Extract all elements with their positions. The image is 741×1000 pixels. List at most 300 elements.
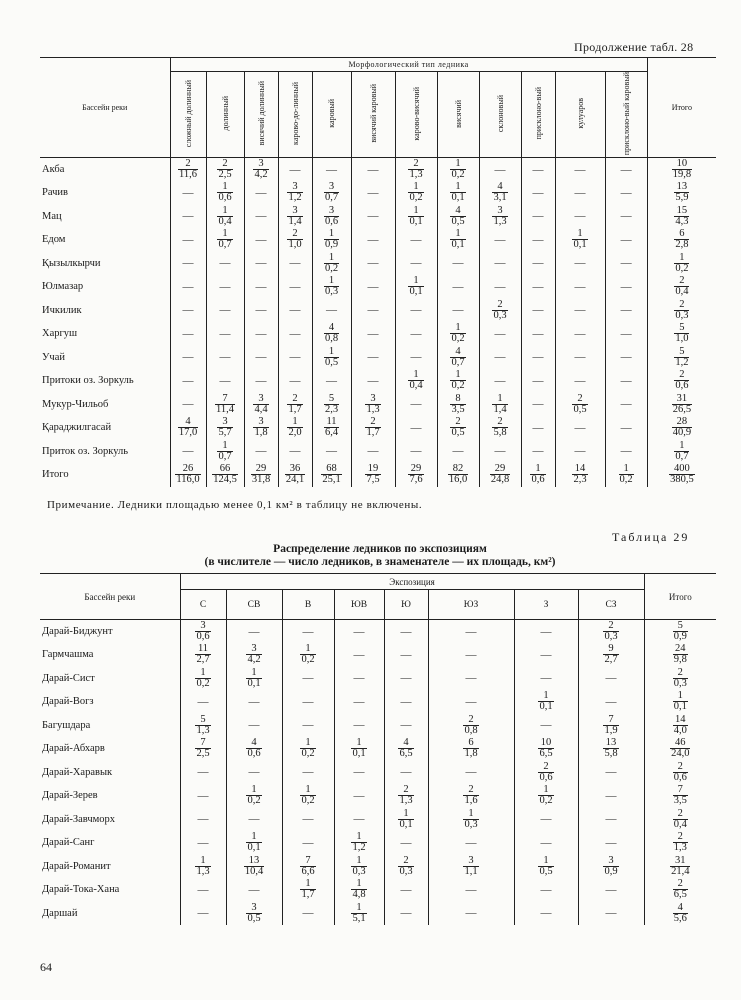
numerator: 2 [408, 159, 423, 170]
fraction-cell [647, 416, 716, 440]
denominator: 0,1 [673, 701, 687, 713]
fraction-cell [312, 346, 351, 370]
fraction-cell [437, 346, 479, 370]
row-name: Даршай [40, 902, 180, 926]
numerator: 5 [674, 323, 689, 334]
denominator: 0,1 [352, 748, 366, 760]
row-name: Акба [40, 158, 170, 182]
table-row [40, 416, 716, 440]
denominator: 124,5 [213, 474, 237, 486]
empty-cell: — [334, 667, 384, 691]
numerator: 1 [246, 832, 261, 843]
table-row [40, 205, 716, 229]
empty-cell: — [605, 299, 647, 323]
empty-cell: — [282, 690, 334, 714]
numerator: 1 [408, 182, 423, 193]
column-header: карово-до-линный [278, 72, 312, 158]
denominator: 11,6 [179, 169, 197, 181]
column-header: висячий каровый [351, 72, 395, 158]
empty-cell: — [226, 878, 282, 902]
empty-cell: — [244, 440, 278, 464]
empty-cell: — [334, 620, 384, 644]
empty-cell: — [555, 416, 605, 440]
denominator: 2,8 [675, 239, 689, 251]
empty-cell: — [282, 620, 334, 644]
fraction-cell [312, 416, 351, 440]
row-name: Юлмазар [40, 275, 170, 299]
empty-cell: — [514, 667, 578, 691]
table-row [40, 714, 716, 738]
column-header: ЮЗ [428, 590, 514, 620]
denominator: 0,3 [352, 865, 366, 877]
denominator: 1,7 [288, 403, 302, 415]
fraction-cell [395, 158, 437, 182]
numerator: 1 [450, 182, 465, 193]
fraction-cell [647, 228, 716, 252]
row-name: Дарай-Абхарв [40, 737, 180, 761]
numerator: 2 [674, 276, 689, 287]
numerator: 24 [673, 644, 688, 655]
fraction-cell [514, 761, 578, 785]
numerator: 7 [215, 394, 235, 405]
numerator: 1 [463, 809, 478, 820]
column-header: карово-висячий [395, 72, 437, 158]
empty-cell: — [437, 440, 479, 464]
table-row [40, 228, 716, 252]
empty-cell: — [278, 322, 312, 346]
fraction-cell [647, 369, 716, 393]
morph-type-header: Морфологический тип ледника [170, 58, 647, 72]
table-row [40, 737, 716, 761]
row-name: Дарай-Романит [40, 855, 180, 879]
denominator: 1,8 [464, 748, 478, 760]
numerator: 15 [674, 206, 689, 217]
table-row [40, 855, 716, 879]
fraction-cell [244, 463, 278, 487]
denominator: 5,6 [673, 912, 687, 924]
row-name: Ичкилик [40, 299, 170, 323]
denominator: 0,1 [573, 239, 587, 251]
fraction-cell [647, 346, 716, 370]
row-name: Приток оз. Зоркуль [40, 440, 170, 464]
fraction-cell [644, 831, 716, 855]
numerator: 13 [244, 856, 264, 867]
column-header: СЗ [578, 590, 644, 620]
numerator: 1 [217, 441, 232, 452]
row-name: Гармчашма [40, 643, 180, 667]
numerator: 4 [492, 182, 507, 193]
numerator: 29 [490, 464, 510, 475]
fraction-cell [206, 463, 244, 487]
fraction-cell [312, 228, 351, 252]
numerator: 3 [463, 856, 478, 867]
denominator: 11,4 [216, 403, 234, 415]
basin-header-29: Бассейн реки [40, 574, 180, 620]
denominator: 0,3 [464, 818, 478, 830]
empty-cell: — [555, 205, 605, 229]
empty-cell: — [384, 667, 428, 691]
numerator: 7 [603, 715, 618, 726]
denominator: 6,5 [539, 748, 553, 760]
fraction-cell [644, 784, 716, 808]
denominator: 6,5 [399, 748, 413, 760]
table-row [40, 346, 716, 370]
numerator: 3 [603, 856, 618, 867]
empty-cell: — [282, 761, 334, 785]
fraction-cell [334, 855, 384, 879]
denominator: 1,6 [464, 795, 478, 807]
denominator: 1,3 [196, 724, 210, 736]
denominator: 1,9 [604, 724, 618, 736]
denominator: 5,8 [493, 427, 507, 439]
empty-cell: — [428, 620, 514, 644]
numerator: 1 [300, 879, 315, 890]
numerator: 2 [398, 856, 413, 867]
fraction-cell [479, 205, 521, 229]
denominator: 0,4 [673, 818, 687, 830]
denominator: 4,3 [675, 215, 689, 227]
fraction-cell [334, 878, 384, 902]
numerator: 10 [538, 738, 553, 749]
denominator: 0,9 [604, 865, 618, 877]
empty-cell: — [395, 416, 437, 440]
column-header: Ю [384, 590, 428, 620]
empty-cell: — [384, 878, 428, 902]
fraction-cell [479, 393, 521, 417]
empty-cell: — [282, 902, 334, 926]
denominator: 5,7 [218, 427, 232, 439]
empty-cell: — [395, 322, 437, 346]
denominator: 0,1 [399, 818, 413, 830]
denominator: 9,8 [673, 654, 687, 666]
numerator: 29 [408, 464, 423, 475]
empty-cell: — [555, 158, 605, 182]
numerator: 1 [324, 347, 339, 358]
empty-cell: — [437, 275, 479, 299]
fraction-cell [282, 784, 334, 808]
fraction-cell [312, 252, 351, 276]
fraction-cell [351, 463, 395, 487]
empty-cell: — [428, 878, 514, 902]
denominator: 0,2 [324, 262, 339, 274]
fraction-cell [312, 275, 351, 299]
fraction-cell [644, 620, 716, 644]
fraction-cell [644, 902, 716, 926]
numerator: 3 [246, 903, 261, 914]
fraction-cell [647, 205, 716, 229]
table-row [40, 393, 716, 417]
empty-cell: — [555, 322, 605, 346]
table-row [40, 878, 716, 902]
fraction-cell [384, 808, 428, 832]
empty-cell: — [384, 643, 428, 667]
fraction-cell [180, 714, 226, 738]
denominator: 0,1 [247, 677, 261, 689]
empty-cell: — [605, 252, 647, 276]
denominator: 6,6 [301, 865, 315, 877]
fraction-cell [437, 322, 479, 346]
denominator: 0,2 [301, 748, 315, 760]
denominator: 16,0 [448, 474, 468, 486]
fraction-cell [206, 228, 244, 252]
numerator: 14 [673, 715, 688, 726]
empty-cell: — [578, 902, 644, 926]
numerator: 6 [674, 229, 689, 240]
empty-cell: — [244, 369, 278, 393]
empty-cell: — [395, 440, 437, 464]
fraction-cell [226, 831, 282, 855]
denominator: 1,8 [254, 427, 268, 439]
total-header: Итого [647, 58, 716, 158]
denominator: 0,3 [399, 865, 413, 877]
empty-cell: — [282, 667, 334, 691]
column-header: склоновый [479, 72, 521, 158]
numerator: 7 [673, 785, 688, 796]
fraction-cell [312, 463, 351, 487]
denominator: 0,1 [409, 215, 423, 227]
numerator: 1 [287, 417, 302, 428]
empty-cell: — [521, 158, 555, 182]
denominator: 0,6 [673, 771, 687, 783]
numerator: 5 [195, 715, 210, 726]
empty-cell: — [182, 351, 194, 364]
empty-cell: — [605, 322, 647, 346]
denominator: 17,0 [178, 427, 198, 439]
column-header: ЮВ [334, 590, 384, 620]
empty-cell: — [244, 252, 278, 276]
denominator: 0,3 [675, 309, 689, 321]
fraction-cell [647, 275, 716, 299]
denominator: 0,7 [451, 356, 465, 368]
fraction-cell [282, 643, 334, 667]
numerator: 2 [287, 229, 302, 240]
numerator: 1 [324, 276, 339, 287]
fraction-cell [206, 416, 244, 440]
denominator: 0,5 [324, 356, 339, 368]
denominator: 6,4 [324, 427, 339, 439]
numerator: 5 [324, 394, 339, 405]
empty-cell: — [226, 714, 282, 738]
denominator: 0,3 [673, 677, 687, 689]
fraction-cell [180, 620, 226, 644]
fraction-cell [437, 463, 479, 487]
denominator: 0,2 [451, 333, 465, 345]
numerator: 1 [492, 394, 507, 405]
empty-cell: — [384, 831, 428, 855]
empty-cell: — [334, 714, 384, 738]
numerator: 4 [398, 738, 413, 749]
fraction-cell [244, 393, 278, 417]
fraction-cell [312, 393, 351, 417]
numerator: 1 [450, 229, 465, 240]
numerator: 5 [673, 621, 688, 632]
denominator: 26,5 [672, 403, 692, 415]
numerator: 1 [195, 668, 210, 679]
numerator: 1 [674, 441, 689, 452]
empty-cell: — [479, 346, 521, 370]
empty-cell: — [428, 761, 514, 785]
fraction-cell [647, 299, 716, 323]
empty-cell: — [479, 440, 521, 464]
fraction-cell [514, 855, 578, 879]
denominator: 1,7 [301, 889, 315, 901]
empty-cell: — [521, 369, 555, 393]
numerator: 11 [324, 417, 339, 428]
denominator: 0,8 [464, 724, 478, 736]
denominator: 3,5 [451, 403, 465, 415]
row-name: Учай [40, 346, 170, 370]
numerator: 1 [324, 253, 339, 264]
denominator: 0,7 [218, 450, 232, 462]
fraction-cell [312, 181, 351, 205]
denominator: 1,1 [464, 865, 478, 877]
denominator: 0,7 [218, 239, 232, 251]
empty-cell: — [605, 369, 647, 393]
numerator: 2 [463, 715, 478, 726]
numerator: 1 [619, 464, 634, 475]
empty-cell: — [206, 369, 244, 393]
denominator: 4,0 [673, 724, 687, 736]
table-row [40, 902, 716, 926]
fraction-cell [479, 463, 521, 487]
fraction-cell [282, 878, 334, 902]
denominator: 1,3 [493, 215, 507, 227]
denominator: 0,2 [247, 795, 261, 807]
denominator: 0,5 [451, 215, 465, 227]
column-header: присклоно-вый [521, 72, 555, 158]
numerator: 13 [674, 182, 689, 193]
empty-cell: — [521, 322, 555, 346]
empty-cell: — [605, 158, 647, 182]
empty-cell: — [578, 878, 644, 902]
empty-cell: — [605, 181, 647, 205]
empty-cell: — [244, 322, 278, 346]
column-header: висячий долинный [244, 72, 278, 158]
empty-cell: — [206, 275, 244, 299]
column-header: сложный долинный [183, 79, 193, 148]
empty-cell: — [555, 299, 605, 323]
fraction-cell [206, 181, 244, 205]
table-row [40, 322, 716, 346]
numerator: 1 [300, 738, 315, 749]
fraction-cell [180, 643, 226, 667]
denominator: 10,4 [244, 865, 264, 877]
denominator: 25,1 [322, 474, 341, 486]
fraction-cell [437, 181, 479, 205]
row-name: Едом [40, 228, 170, 252]
fraction-cell [395, 463, 437, 487]
empty-cell: — [278, 252, 312, 276]
empty-cell: — [206, 346, 244, 370]
denominator: 1,3 [366, 403, 380, 415]
denominator: 0,6 [539, 771, 553, 783]
denominator: 1,2 [288, 192, 302, 204]
empty-cell: — [244, 205, 278, 229]
denominator: 0,2 [539, 795, 553, 807]
empty-cell: — [351, 369, 395, 393]
fraction-cell [647, 440, 716, 464]
empty-cell: — [244, 275, 278, 299]
empty-cell: — [244, 299, 278, 323]
numerator: 2 [463, 785, 478, 796]
fraction-cell [244, 158, 278, 182]
table-row [40, 761, 716, 785]
page-number: 64 [40, 960, 52, 974]
column-header: З [514, 590, 578, 620]
numerator: 1 [217, 206, 232, 217]
empty-cell: — [351, 181, 395, 205]
table-row [40, 440, 716, 464]
fraction-cell [437, 228, 479, 252]
numerator: 29 [251, 464, 271, 475]
table-note: Примечание. Ледники площадью менее 0,1 км² в таблицу не включены. [47, 499, 423, 511]
empty-cell: — [182, 304, 194, 317]
empty-cell: — [182, 374, 194, 387]
denominator: 3,5 [673, 795, 687, 807]
empty-cell: — [351, 275, 395, 299]
column-header: каровый [312, 72, 351, 158]
denominator: 40,9 [672, 427, 692, 439]
fraction-cell [278, 181, 312, 205]
fraction-cell [278, 393, 312, 417]
denominator: 31,8 [251, 474, 271, 486]
numerator: 26 [175, 464, 200, 475]
denominator: 0,5 [573, 403, 587, 415]
row-name: Дарай-Вогз [40, 690, 180, 714]
denominator: 0,6 [196, 631, 210, 642]
empty-cell: — [479, 228, 521, 252]
fraction-cell [395, 369, 437, 393]
fraction-cell [351, 416, 395, 440]
fraction-cell [428, 714, 514, 738]
empty-cell: — [351, 228, 395, 252]
empty-cell: — [351, 322, 395, 346]
numerator: 1 [572, 229, 587, 240]
fraction-cell [647, 252, 716, 276]
fraction-cell [644, 737, 716, 761]
numerator: 2 [492, 417, 507, 428]
denominator: 5,1 [352, 912, 366, 924]
numerator: 14 [572, 464, 587, 475]
fraction-cell [278, 228, 312, 252]
numerator: 1 [300, 644, 315, 655]
empty-cell: — [182, 398, 194, 411]
denominator: 116,0 [176, 474, 200, 486]
total-header-29: Итого [644, 574, 716, 620]
numerator: 7 [300, 856, 315, 867]
empty-cell: — [334, 784, 384, 808]
numerator: 8 [450, 394, 465, 405]
empty-cell: — [521, 299, 555, 323]
table-row [40, 252, 716, 276]
fraction-cell [437, 205, 479, 229]
fraction-cell [428, 855, 514, 879]
numerator: 1 [217, 229, 232, 240]
numerator: 2 [178, 159, 198, 170]
empty-cell: — [555, 252, 605, 276]
table-row [40, 784, 716, 808]
empty-cell: — [578, 808, 644, 832]
fraction-cell [282, 737, 334, 761]
row-name: Дарай-Санг [40, 831, 180, 855]
numerator: 19 [365, 464, 380, 475]
fraction-cell [605, 463, 647, 487]
numerator: 7 [195, 738, 210, 749]
fraction-cell [437, 393, 479, 417]
empty-cell: — [479, 252, 521, 276]
numerator: 1 [195, 856, 210, 867]
empty-cell: — [521, 275, 555, 299]
